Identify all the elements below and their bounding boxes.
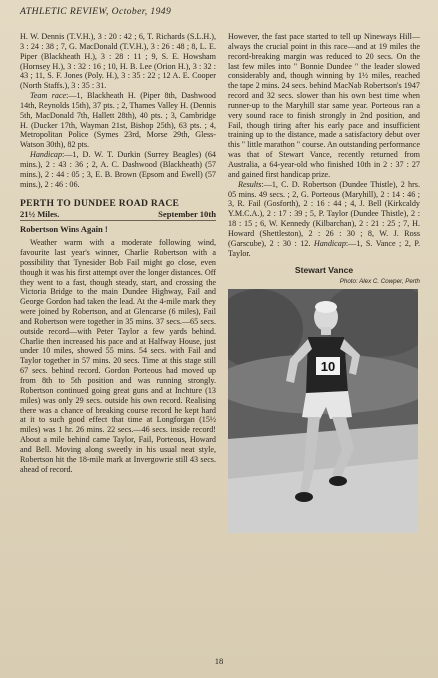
handicap-label-right: Handicap [313,238,346,248]
results-label: Results [238,179,262,189]
handicap-text: :—1, D. W. T. Durkin (Surrey Beagles) (64 mins.), 2 : 43 : 36 ; 2, A. C. Dashwood (Blackheath) (57 mins.), 2 : 44 : 05 ; 3, E. B. Brown (Epsom and Ewell) (57 mins.), 2 : 46 : 06. [20,150,216,189]
race-distance: 21½ Miles. [20,209,60,220]
team-race-text: :—1, Blackheath H. (Piper 8th, Dashwood 14th, Reynolds 15th), 37 pts. ; 2, Thames Valley H. (Dennis 5th, MacDonald 7th, Hallett 28th), 40 pts. ; 3, Cambridge H. (Ducker 17th, Wayman 21st, Bishop 25th), 63 pts. ; 4, Metropolitan Police (Symes 23rd, Morse 29th, Gless-Watson 30th), 82 pts. [20,91,216,150]
results-continued: H. W. Dennis (T.V.H.), 3 : 20 : 42 ; 6, T. Richards (S.L.H.), 3 : 24 : 38 ; 7, G. MacDonald (T.V.H.), 3 : 26 : 48 ; 8, L. E. Piper (Blackheath H.), 3 : 28 : 11 ; 9, S. E. Howsham (Hornsey H.), 3 : 32 : 16 ; 10, H. B. Lee (Orion H.), 3 : 32 : 43 ; 11, S. F. Jones (Poly. H.), 3 : 35 : 22 ; 12 A. E. Cooper (North Staffs.), 3 : 35 : 31. [20,32,216,91]
handicap-paragraph [20,150,216,189]
left-column [20,32,216,474]
race-date: September 10th [158,209,216,220]
article-body-left: Weather warm with a moderate following wind, favourite last year's winner, Charlie Robertson with a possibility that Tynesider Bob Fail might go close, even though it was his first attempt over the longer distances. Off they went to a fast, though steady, start, and crossing the Victoria Bridge to the main Dundee Highway, Fail and George Gordon had taken the lead. At the 4-mile mark they were joined by Robertson, and at Glencarse (6 miles), Fail and Robertson were together in 35 mins. 37 secs.—65 secs. outside record—with Peter Taylor a few yards behind. Charlie then increased his pace and at Halfway House, just under 10 miles, showed 55 mins. 54 secs. with Fail and Taylor together in 57 mins. 20 secs. Time at this stage still 67 secs. behind record. Gordon Porteous had moved up from 8th to 5th position and was running strongly. Robertson continued going great guns and at Inchture (13 miles) was only 29 secs. outside his own record. Realising there was a chance of breaking course record he kept hard at it to such good effect that time at Longforgan (15½ miles) was 1 hr. 26 mins. 22 secs.—46 secs. inside record! About a mile behind came Taylor, Fail, Porteous, Howard and Bell. Moving along sweetly in his usual neat style, Robertson hit the 18-mile mark at Invergowrie still 43 secs. ahead of record. [20,238,216,474]
runner-illustration [228,289,418,533]
section-title: PERTH TO DUNDEE ROAD RACE [20,197,180,209]
article-body-right: However, the fast pace started to tell up Nineways Hill—always the crucial point in this race—and at 19 miles the record-breaking margin was reduced to 20 secs. On the last few miles into " Bonnie Dundee " the leader slowed considerably and, though winning by 1½ miles, reached the tape 2 mins. 24 secs. behind MacNab Robertson's 1947 record and 32 secs. slower than his own best time when runner-up to the Maryhill star same year. Porteous ran a very sound race to finish strongly in 2nd position, and Fail, though tiring after his early pace and insufficient training up to the distance, made a satisfactory debut over this " little marathon " course. An outstanding performance was that of Stewart Vance, recently returned from Australia, a 64-year-old who finished 10th in 2 : 37 : 27 and gained first handicap prize. [228,32,420,179]
handicap-text-right: :—1, S. Vance ; 2, P. Taylor. [228,238,421,258]
team-race-paragraph [20,91,216,150]
right-column [228,32,420,533]
running-header: ATHLETIC REVIEW, October, 1949 [20,6,172,17]
runner-bib-number: 10 [320,359,336,375]
photo-title: Stewart Vance [294,265,354,276]
race-info-line [20,209,216,221]
results-paragraph [228,180,420,259]
results-text: :—1, C. D. Robertson (Dundee Thistle), 2 hrs. 05 mins. 49 secs. ; 2, G. Porteous (Maryhill), 2 : 14 : 46 ; 3, R. Fail (Gosforth), 2 : 16 : 44 ; 4, J. Bell (Kirkcaldy Y.M.C.A.), 2 : 17 : 39 ; 5, P. Taylor (Dundee Thistle), 2 : 18 : 15 ; 6, W. Kennedy (Kilbarchan), 2 : 21 : 25 ; 7, H. Howard (Shettleston), 2 : 26 : 30 ; 8, W. J. Ross (Garscube), 2 : 30 : 12. [228,179,420,248]
page-number: 18 [214,656,224,666]
runner-photo [228,289,418,533]
photo-block [228,266,420,533]
team-race-label: Team race [30,91,67,101]
photo-credit: Photo: Alex C. Cowper, Perth [339,278,420,286]
article-subhead: Robertson Wins Again ! [20,224,108,235]
handicap-label: Handicap [30,150,63,160]
